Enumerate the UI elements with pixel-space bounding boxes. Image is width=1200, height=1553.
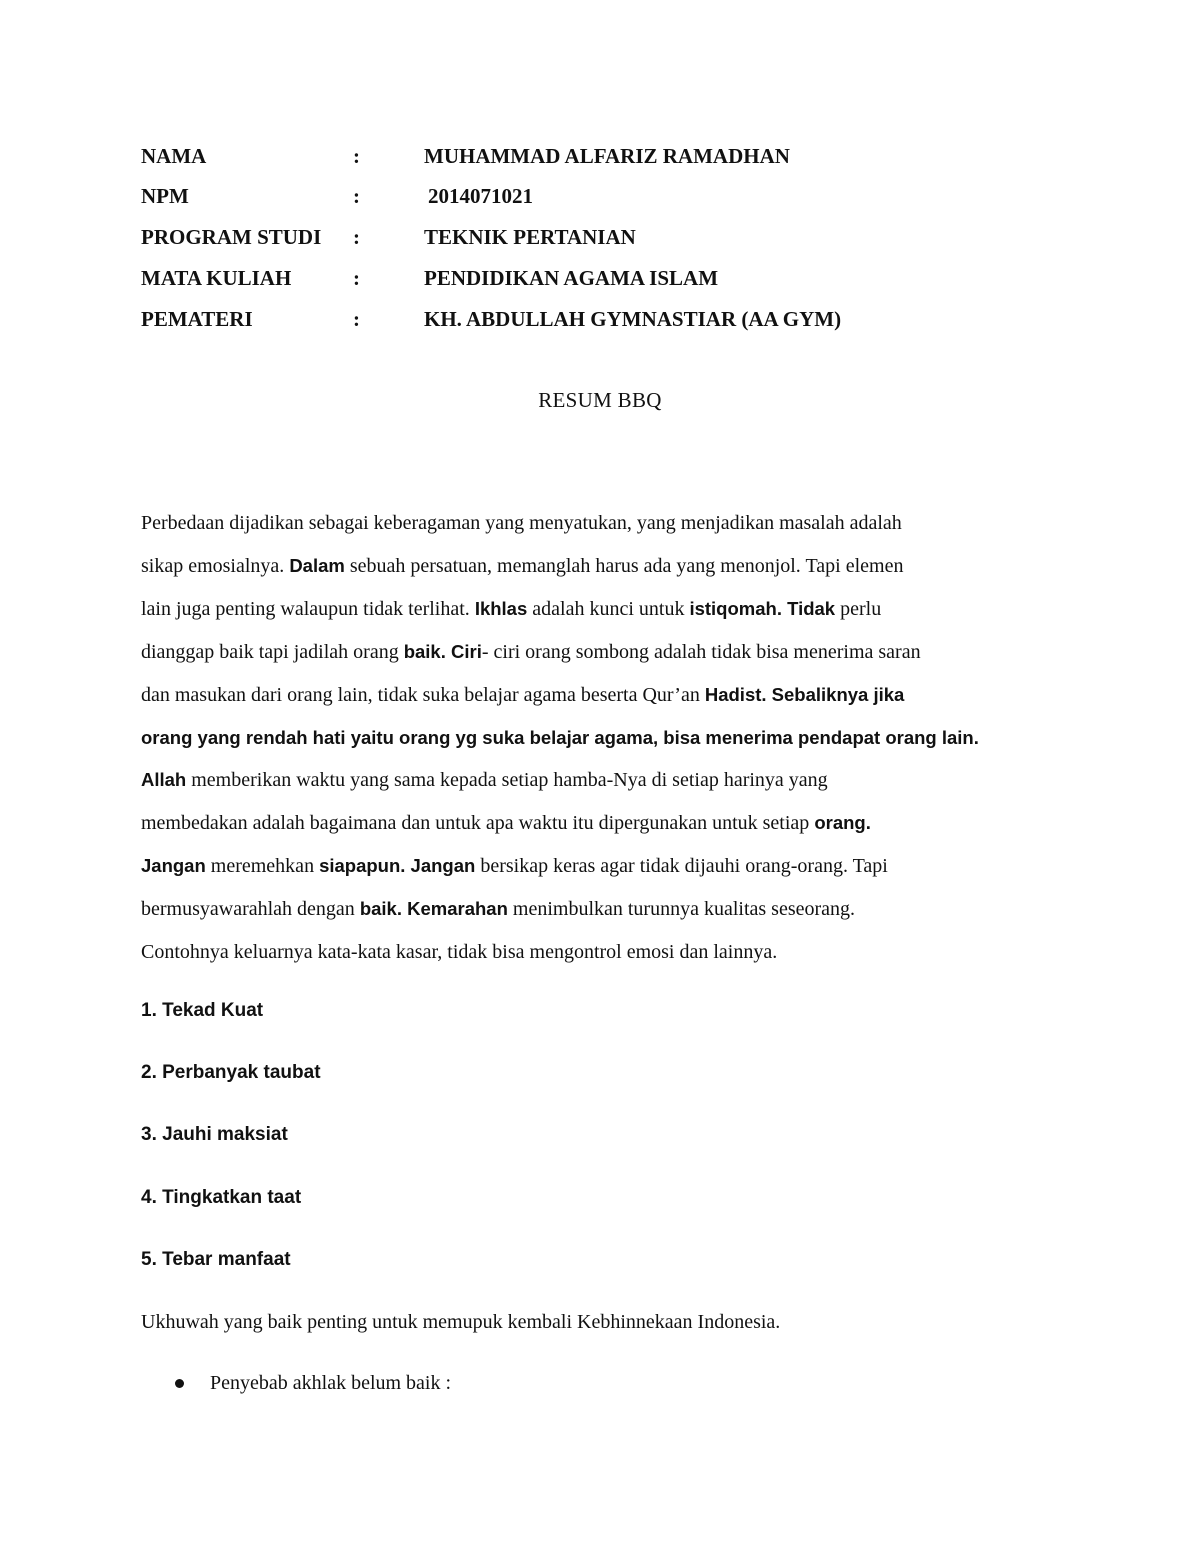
bullet-dot-icon: [175, 1379, 184, 1388]
info-colon: :: [353, 184, 360, 208]
info-label: NPM: [141, 184, 189, 208]
bold-run: istiqomah. Tidak: [689, 597, 836, 619]
paragraph-line: [141, 588, 1053, 631]
list-item: 2. Perbanyak taubat: [141, 1062, 321, 1083]
info-colon: :: [353, 144, 360, 168]
text-run: lain juga penting walaupun tidak terlihat.: [141, 597, 475, 620]
info-value: MUHAMMAD ALFARIZ RAMADHAN: [424, 144, 790, 168]
paragraph-line: [141, 674, 1053, 717]
text-run: sebuah persatuan, memanglah harus ada yang menonjol. Tapi elemen: [344, 554, 904, 577]
list-item: 1. Tekad Kuat: [141, 1000, 264, 1021]
document-title: RESUM BBQ: [538, 388, 662, 412]
text-run: Contohnya keluarnya kata-kata kasar, tidak bisa mengontrol emosi dan lainnya.: [141, 941, 778, 964]
text-run: menimbulkan turunnya kualitas seseorang.: [507, 898, 856, 921]
info-colon: :: [353, 225, 360, 249]
paragraph-line: [141, 802, 1053, 845]
bold-run: Dalam: [289, 554, 345, 576]
text-run: meremehkan: [205, 855, 320, 878]
text-run: Perbedaan dijadikan sebagai keberagaman yang menyatukan, yang menjadikan masalah adalah: [141, 512, 902, 534]
text-run: dianggap baik tapi jadilah orang: [141, 640, 404, 663]
paragraph-line: [141, 631, 1053, 674]
text-run: adalah kunci untuk: [527, 597, 690, 620]
bold-run: Allah: [141, 769, 187, 791]
body-paragraph: [141, 502, 1053, 974]
info-colon: :: [353, 266, 360, 290]
bold-run: Jangan: [141, 855, 206, 877]
bold-run: Ikhlas: [474, 597, 528, 619]
info-label: MATA KULIAH: [141, 266, 292, 290]
bold-run: orang yang rendah hati yaitu orang yg suka belajar agama, bisa menerima pendapat orang lain.: [141, 726, 979, 748]
text-run: bermusyawarahlah dengan: [141, 898, 360, 921]
text-run: bersikap keras agar tidak dijauhi orang-orang. Tapi: [475, 855, 888, 878]
text-run: perlu: [835, 597, 882, 620]
text-run: membedakan adalah bagaimana dan untuk apa waktu itu dipergunakan untuk setiap: [141, 812, 815, 835]
paragraph-line: [141, 888, 1053, 931]
text-run: memberikan waktu yang sama kepada setiap hamba-Nya di setiap harinya yang: [186, 769, 828, 792]
bold-run: siapapun. Jangan: [319, 855, 476, 877]
bold-run: baik. Kemarahan: [359, 898, 508, 920]
paragraph-line: [141, 717, 1053, 760]
info-label: NAMA: [141, 144, 207, 168]
info-value: KH. ABDULLAH GYMNASTIAR (AA GYM): [424, 307, 842, 331]
bold-run: Hadist. Sebaliknya jika: [704, 683, 905, 705]
list-item: 3. Jauhi maksiat: [141, 1124, 288, 1145]
info-label: PEMATERI: [141, 307, 253, 331]
text-run: - ciri orang sombong adalah tidak bisa menerima saran: [481, 640, 921, 663]
paragraph-line: [141, 845, 1053, 888]
paragraph-line: [141, 931, 1053, 974]
text-run: dan masukan dari orang lain, tidak suka belajar agama beserta Qur’an: [141, 683, 705, 706]
paragraph-line: [141, 502, 1053, 545]
info-value: TEKNIK PERTANIAN: [424, 225, 636, 249]
bold-run: baik. Ciri: [403, 640, 482, 662]
bullet-text: Penyebab akhlak belum baik :: [210, 1372, 452, 1394]
list-item: 4. Tingkatkan taat: [141, 1187, 302, 1208]
text-run: sikap emosialnya.: [141, 554, 290, 577]
closing-sentence: Ukhuwah yang baik penting untuk memupuk kembali Kebhinnekaan Indonesia.: [141, 1311, 781, 1333]
list-item: 5. Tebar manfaat: [141, 1249, 291, 1270]
info-label: PROGRAM STUDI: [141, 225, 322, 249]
bold-run: orang.: [814, 812, 871, 834]
info-colon: :: [353, 307, 360, 331]
paragraph-line: [141, 759, 1053, 802]
info-value: PENDIDIKAN AGAMA ISLAM: [424, 266, 719, 290]
paragraph-line: [141, 545, 1053, 588]
info-value: 2014071021: [428, 184, 533, 208]
